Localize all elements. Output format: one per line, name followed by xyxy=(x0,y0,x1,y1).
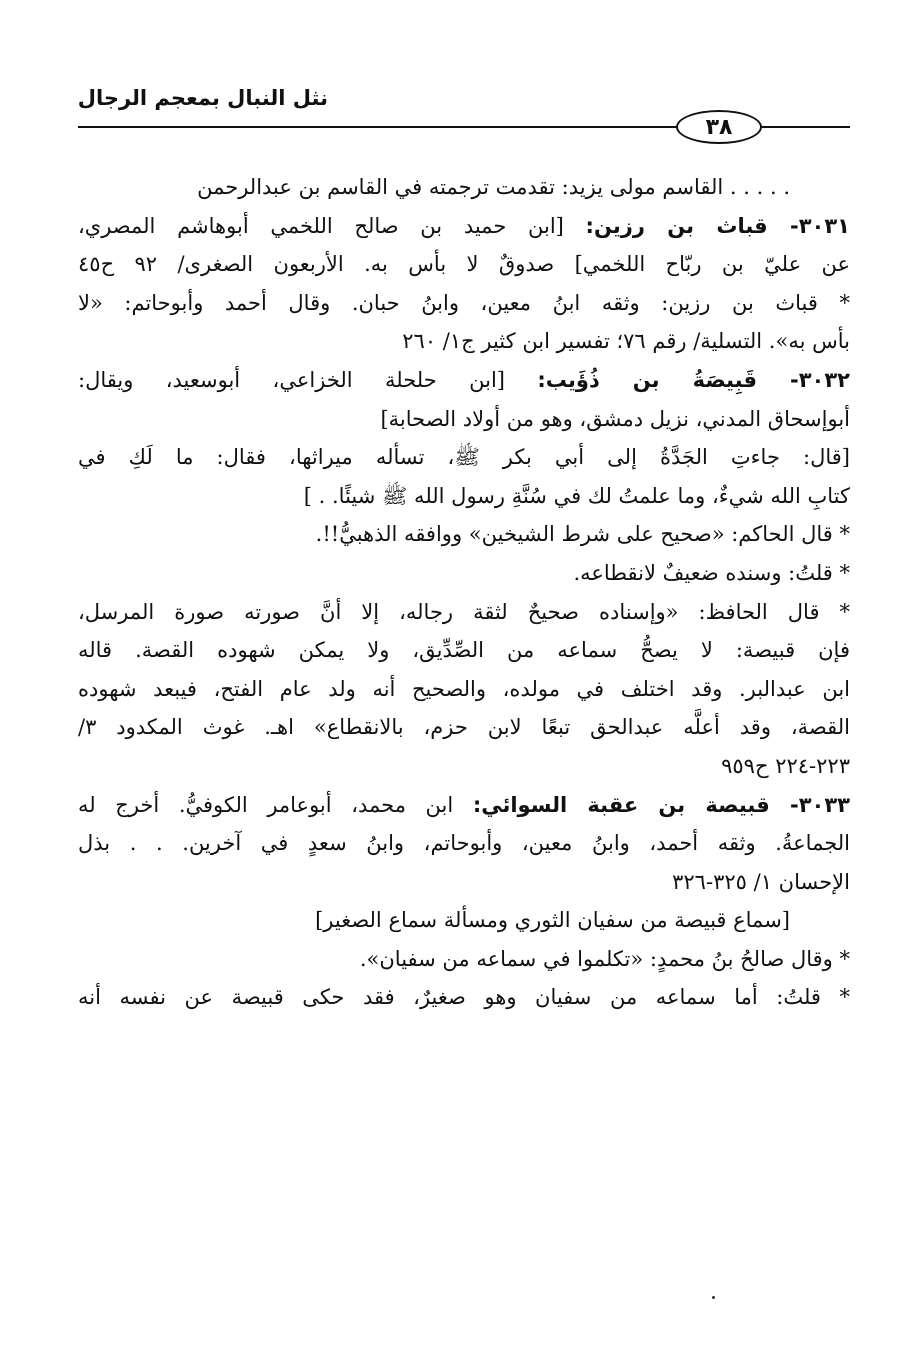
text-line: * قلتُ: أما سماعه من سفيان وهو صغيرٌ، فقد حكى قبيصة عن نفسه أنه xyxy=(78,985,850,1010)
text-line: * قال الحاكم: «صحيح على شرط الشيخين» ووافقه الذهبيُّ!!. xyxy=(315,522,850,547)
page-number-badge xyxy=(676,110,762,144)
body-text xyxy=(78,168,850,1017)
scan-dot xyxy=(712,1296,715,1299)
page-number: ٣٨ xyxy=(705,114,733,140)
text-line: فإن قبيصة: لا يصحُّ سماعه من الصِّدِّيق، ولا يمكن شهوده القصة. قاله xyxy=(78,638,850,663)
text-line: أبوإسحاق المدني، نزيل دمشق، وهو من أولاد الصحابة] xyxy=(380,406,850,431)
text-line: عن عليّ بن ربّاح اللخمي] صدوقٌ لا بأس به. الأربعون الصغرى/ ٩٢ ح٤٥ xyxy=(78,252,850,277)
text-line: * قال الحافظ: «وإسناده صحيحٌ لثقة رجاله، إلا أنَّ صورته صورة المرسل، xyxy=(78,599,850,624)
text-line: [سماع قبيصة من سفيان الثوري ومسألة سماع الصغير] xyxy=(315,908,790,933)
text-line: ٣٠٣٢- قَبِيصَةُ بن ذُؤَيب: [ابن حلحلة الخزاعي، أبوسعيد، ويقال: xyxy=(78,367,850,392)
text-line: ٢٢٣-٢٢٤ ح٩٥٩ xyxy=(721,753,850,778)
text-line: بأس به». التسلية/ رقم ٧٦؛ تفسير ابن كثير ج١/ ٢٦٠ xyxy=(402,329,850,354)
text-line: الإحسان ١/ ٣٢٥-٣٢٦ xyxy=(672,869,850,894)
text-line: ٣٠٣١- قباث بن رزين: [ابن حميد بن صالح اللخمي أبوهاشم المصري، xyxy=(78,213,850,238)
text-line: * وقال صالحُ بنُ محمدٍ: «تكلموا في سماعه من سفيان». xyxy=(359,946,850,971)
text-line: القصة، وقد أعلَّه عبدالحق تبعًا لابن حزم، بالانقطاع» اهـ. غوث المكدود ٣/ xyxy=(78,715,850,740)
text-line: ابن عبدالبر. وقد اختلف في مولده، والصحيح أنه ولد عام الفتح، فيبعد شهوده xyxy=(78,676,850,701)
text-line: * قباث بن رزين: وثقه ابنُ معين، وابنُ حبان. وقال أحمد وأبوحاتم: «لا xyxy=(78,290,850,315)
text-line: الجماعةُ. وثقه أحمد، وابنُ معين، وأبوحاتم، وابنُ سعدٍ في آخرين. . . بذل xyxy=(78,831,850,856)
text-line: * قلتُ: وسنده ضعيفٌ لانقطاعه. xyxy=(573,560,850,585)
text-line: ٣٠٣٣- قبيصة بن عقبة السوائي: ابن محمد، أبوعامر الكوفيُّ. أخرج له xyxy=(78,792,850,817)
text-line: . . . . . القاسم مولى يزيد: تقدمت ترجمته في القاسم بن عبدالرحمن xyxy=(197,175,790,199)
text-line: كتابِ الله شيءٌ، وما علمتُ لك في سُنَّةِ رسول الله ﷺ شيئًا. . ] xyxy=(303,483,850,508)
text-line: [قال: جاءتِ الجَدَّةُ إلى أبي بكر ﷺ، تسأله ميراثها، فقال: ما لَكِ في xyxy=(78,445,850,470)
running-header-title: نثل النبال بمعجم الرجال xyxy=(77,86,328,110)
